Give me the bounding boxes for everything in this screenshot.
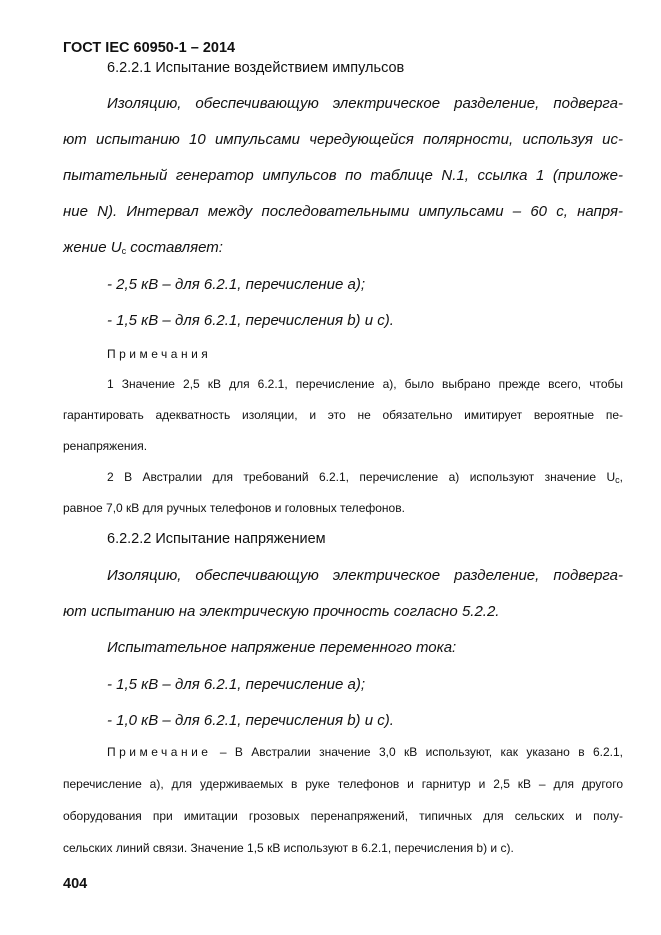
document-header: ГОСТ IEC 60950-1 – 2014	[63, 40, 236, 56]
note-line: ренапряжения.	[63, 439, 148, 453]
list-item: - 2,5 кВ – для 6.2.1, перечисление а);	[107, 276, 366, 293]
note-line: 1 Значение 2,5 кВ для 6.2.1, перечисление а), было выбрано прежде всего, чтобы	[107, 377, 623, 391]
list-item: - 1,5 кВ – для 6.2.1, перечисление а);	[107, 676, 366, 693]
note-line	[107, 745, 623, 759]
list-item: - 1,5 кВ – для 6.2.1, перечисления b) и с).	[107, 312, 394, 329]
notes-label: Примечания	[107, 347, 212, 361]
note-line: оборудования при имитации грозовых перенапряжений, типичных для сельских и полу-	[63, 809, 623, 823]
note-line	[107, 470, 623, 485]
paragraph-line: ют испытанию на электрическую прочность согласно 5.2.2.	[63, 603, 500, 620]
note-line: перечисление а), для удерживаемых в руке телефонов и гарнитур и 2,5 кВ – для другого	[63, 777, 623, 791]
text-fragment: – В Австралии значение 3,0 кВ используют, как указано в 6.2.1,	[211, 745, 623, 759]
subscript: c	[615, 475, 620, 485]
text-fragment: 2 В Австралии для требований 6.2.1, перечисление а) используют значение U	[107, 470, 616, 484]
paragraph-line	[63, 239, 623, 256]
subscript: c	[121, 246, 127, 256]
note-label: Примечание	[107, 745, 212, 759]
list-item: - 1,0 кВ – для 6.2.1, перечисления b) и с).	[107, 712, 394, 729]
paragraph-line: Изоляцию, обеспечивающую электрическое разделение, подверга-	[107, 567, 623, 584]
text-fragment: составляет:	[126, 239, 223, 256]
note-line: гарантировать адекватность изоляции, и это не обязательно имитирует вероятные пе-	[63, 408, 623, 422]
paragraph-line: ние N). Интервал между последовательными импульсами – 60 с, напря-	[63, 203, 623, 220]
paragraph-line: пытательный генератор импульсов по таблице N.1, ссылка 1 (приложе-	[63, 167, 623, 184]
text-fragment: ,	[619, 470, 623, 484]
text-fragment: жение U	[63, 239, 122, 256]
page-number: 404	[63, 876, 88, 892]
note-line: равное 7,0 кВ для ручных телефонов и головных телефонов.	[63, 501, 405, 515]
paragraph-line: ют испытанию 10 импульсами чередующейся полярности, используя ис-	[63, 131, 623, 148]
paragraph-line: Изоляцию, обеспечивающую электрическое разделение, подверга-	[107, 95, 623, 112]
section-heading: 6.2.2.2 Испытание напряжением	[107, 531, 326, 547]
note-line: сельских линий связи. Значение 1,5 кВ используют в 6.2.1, перечисления b) и с).	[63, 841, 514, 855]
paragraph-line: Испытательное напряжение переменного тока:	[107, 639, 457, 656]
section-heading: 6.2.2.1 Испытание воздействием импульсов	[107, 60, 405, 76]
